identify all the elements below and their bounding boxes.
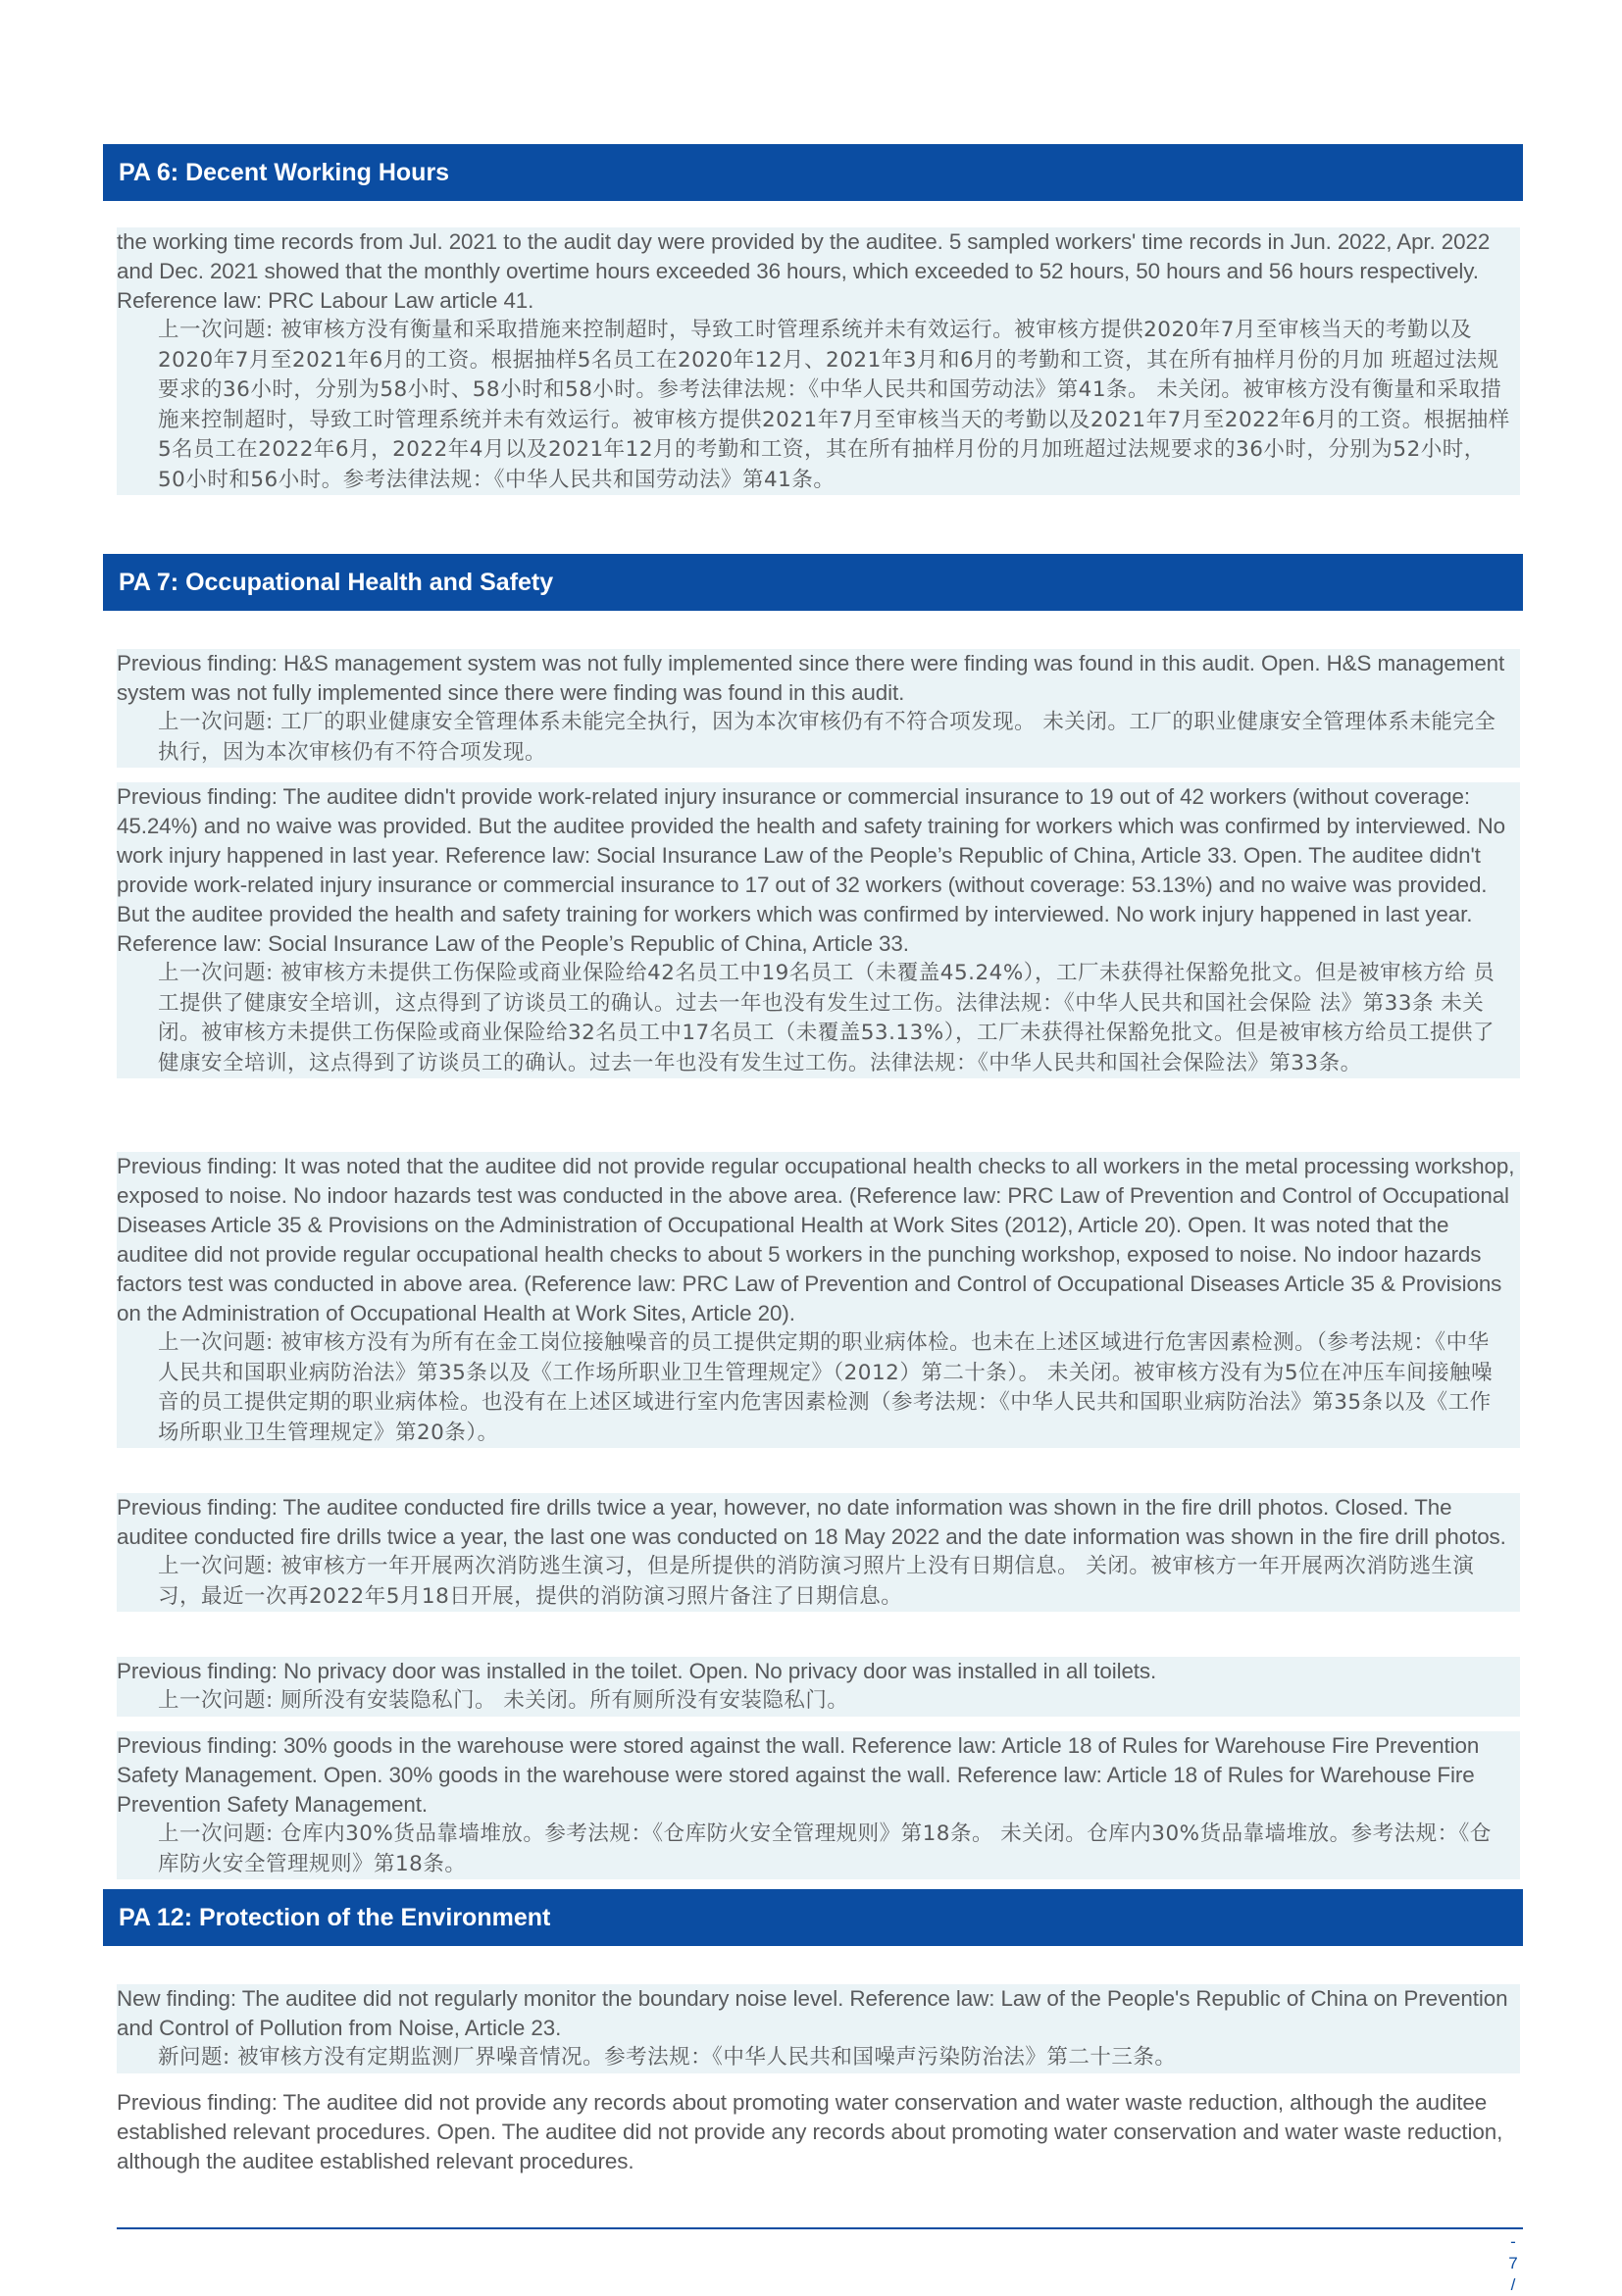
finding-chinese: 上一次问题: 被审核方一年开展两次消防逃生演习，但是所提供的消防演习照片上没有日期信息。 关闭。被审核方一年开展两次消防逃生演习，最近一次再2022年5月18日开展，提供的消防演习照片备注了日期信息。 <box>158 1554 1475 1609</box>
section-header-pa6 <box>103 144 1523 201</box>
page-number: - 7 / <box>1508 2232 1518 2294</box>
section-header-pa7 <box>103 554 1523 611</box>
finding-block <box>117 2088 1520 2176</box>
finding-chinese: 上一次问题: 被审核方没有衡量和采取措施来控制超时，导致工时管理系统并未有效运行。被审核方提供2020年7月至审核当天的考勤以及 2020年7月至2021年6月的工资。根据抽样5名员工在2020年12月、2021年3月和6月的考勤和工资，其在所有抽样月份的月加 班超过法规要求的36小时，分别为58小时、58小时和58小时。参考法律法规：《中华人民共和国劳动法》第41条。 未关闭。被审核方没有衡量和采取措施来控制超时，导致工时管理系统并未有效运行。被审核方提供2021年7月至审核当天的考勤以及2021年7月至2022年6月的工资。根据抽样5名员工在2022年6月，2022年4月以及2021年12月的考勤和工资，其在所有抽样月份的月加班超过法规要求的36小时，分别为52小时，50小时和56小时。参考法律法规：《中华人民共和国劳动法》第41条。 <box>158 318 1510 492</box>
finding-block <box>117 1152 1520 1448</box>
finding-chinese: 上一次问题: 仓库内30%货品靠墙堆放。参考法规：《仓库防火安全管理规则》第18条。 未关闭。仓库内30%货品靠墙堆放。参考法规：《仓库防火安全管理规则》第18条。 <box>158 1822 1492 1876</box>
finding-chinese: 上一次问题: 工厂的职业健康安全管理体系未能完全执行，因为本次审核仍有不符合项发现。 未关闭。工厂的职业健康安全管理体系未能完全执行，因为本次审核仍有不符合项发现。 <box>158 710 1496 765</box>
finding-block <box>117 649 1520 768</box>
finding-block <box>117 1731 1520 1879</box>
finding-chinese: 新问题: 被审核方没有定期监测厂界噪音情况。参考法规：《中华人民共和国噪声污染防治法》第二十三条。 <box>158 2045 1177 2070</box>
section-title: PA 6: Decent Working Hours <box>119 159 450 186</box>
finding-english: Previous finding: The auditee didn't provide work-related injury insurance or commercial insurance to 19 out of 42 workers (without coverage: 45.24%) and no waive was provided. But the auditee provided the health and safety training for workers which was confirmed by interviewed. No work injury happened in last year. Reference law: Social Insurance Law of the People’s Republic of China, Article 33. Open. The auditee didn't provide work-related injury insurance or commercial insurance to 17 out of 32 workers (without coverage: 53.13%) and no waive was provided. But the auditee provided the health and safety training for workers which was confirmed by interviewed. No work injury happened in last year. Reference law: Social Insurance Law of the People’s Republic of China, Article 33. <box>117 784 1505 956</box>
finding-chinese: 上一次问题: 被审核方未提供工伤保险或商业保险给42名员工中19名员工（未覆盖45.24%），工厂未获得社保豁免批文。但是被审核方给 员工提供了健康安全培训，这点得到了访谈员工的确认。过去一年也没有发生过工伤。法律法规：《中华人民共和国社会保险 法》第33条 未关闭。被审核方未提供工伤保险或商业保险给32名员工中17名员工（未覆盖53.13%），工厂未获得社保豁免批文。但是被审核方给员工提供了健康安全培训，这点得到了访谈员工的确认。过去一年也没有发生过工伤。法律法规：《中华人民共和国社会保险法》第33条。 <box>158 961 1495 1075</box>
finding-chinese: 上一次问题: 厕所没有安装隐私门。 未关闭。所有厕所没有安装隐私门。 <box>158 1688 849 1713</box>
section-title: PA 12: Protection of the Environment <box>119 1904 551 1931</box>
finding-english: Previous finding: 30% goods in the warehouse were stored against the wall. Reference law: Article 18 of Rules for Warehouse Fire Prevention Safety Management. Open. 30% goods in the warehouse were stored against the wall. Reference law: Article 18 of Rules for Warehouse Fire Prevention Safety Management. <box>117 1733 1480 1817</box>
finding-english: Previous finding: The auditee did not provide any records about promoting water conservation and water waste reduction, although the auditee established relevant procedures. Open. The auditee did not provide any records about promoting water conservation and water waste reduction, although the auditee established relevant procedures. <box>117 2090 1503 2173</box>
finding-english: Previous finding: The auditee conducted fire drills twice a year, however, no date information was shown in the fire drill photos. Closed. The auditee conducted fire drills twice a year, the last one was conducted on 18 May 2022 and the date information was shown in the fire drill photos. <box>117 1495 1506 1549</box>
finding-english: Previous finding: No privacy door was installed in the toilet. Open. No privacy door was installed in all toilets. <box>117 1659 1157 1683</box>
finding-english: the working time records from Jul. 2021 to the audit day were provided by the auditee. 5 sampled workers' time records in Jun. 2022, Apr. 2022 and Dec. 2021 showed that the monthly overtime hours exceeded 36 hours, which exceeded to 52 hours, 50 hours and 56 hours respectively. Reference law: PRC Labour Law article 41. <box>117 229 1491 313</box>
finding-block <box>117 227 1520 495</box>
finding-chinese: 上一次问题: 被审核方没有为所有在金工岗位接触噪音的员工提供定期的职业病体检。也未在上述区域进行危害因素检测。（参考法规：《中华人民共和国职业病防治法》第35条以及《工作场所职业卫生管理规定》（2012）第二十条）。 未关闭。被审核方没有为5位在冲压车间接触噪音的员工提供定期的职业病体检。也没有在上述区域进行室内危害因素检测（参考法规：《中华人民共和国职业病防治法》第35条以及《工作场所职业卫生管理规定》第20条）。 <box>158 1330 1494 1445</box>
finding-block <box>117 782 1520 1078</box>
finding-english: Previous finding: It was noted that the auditee did not provide regular occupational health checks to all workers in the metal processing workshop, exposed to noise. No indoor hazards test was conducted in the above area. (Reference law: PRC Law of Prevention and Control of Occupational Diseases Article 35 & Provisions on the Administration of Occupational Health at Work Sites (2012), Article 20). Open. It was noted that the auditee did not provide regular occupational health checks to about 5 workers in the punching workshop, exposed to noise. No indoor hazards factors test was conducted in above area. (Reference law: PRC Law of Prevention and Control of Occupational Diseases Article 35 & Provisions on the Administration of Occupational Health at Work Sites, Article 20). <box>117 1154 1515 1325</box>
section-title: PA 7: Occupational Health and Safety <box>119 569 554 596</box>
footer-divider <box>117 2227 1523 2229</box>
finding-block <box>117 1984 1520 2073</box>
section-header-pa12 <box>103 1889 1523 1946</box>
finding-block <box>117 1657 1520 1717</box>
finding-english: New finding: The auditee did not regularly monitor the boundary noise level. Reference law: Law of the People's Republic of China on Prevention and Control of Pollution from Noise, Article 23. <box>117 1986 1508 2040</box>
finding-english: Previous finding: H&S management system was not fully implemented since there were finding was found in this audit. Open. H&S management system was not fully implemented since there were finding was found in this audit. <box>117 651 1505 705</box>
finding-block <box>117 1493 1520 1612</box>
